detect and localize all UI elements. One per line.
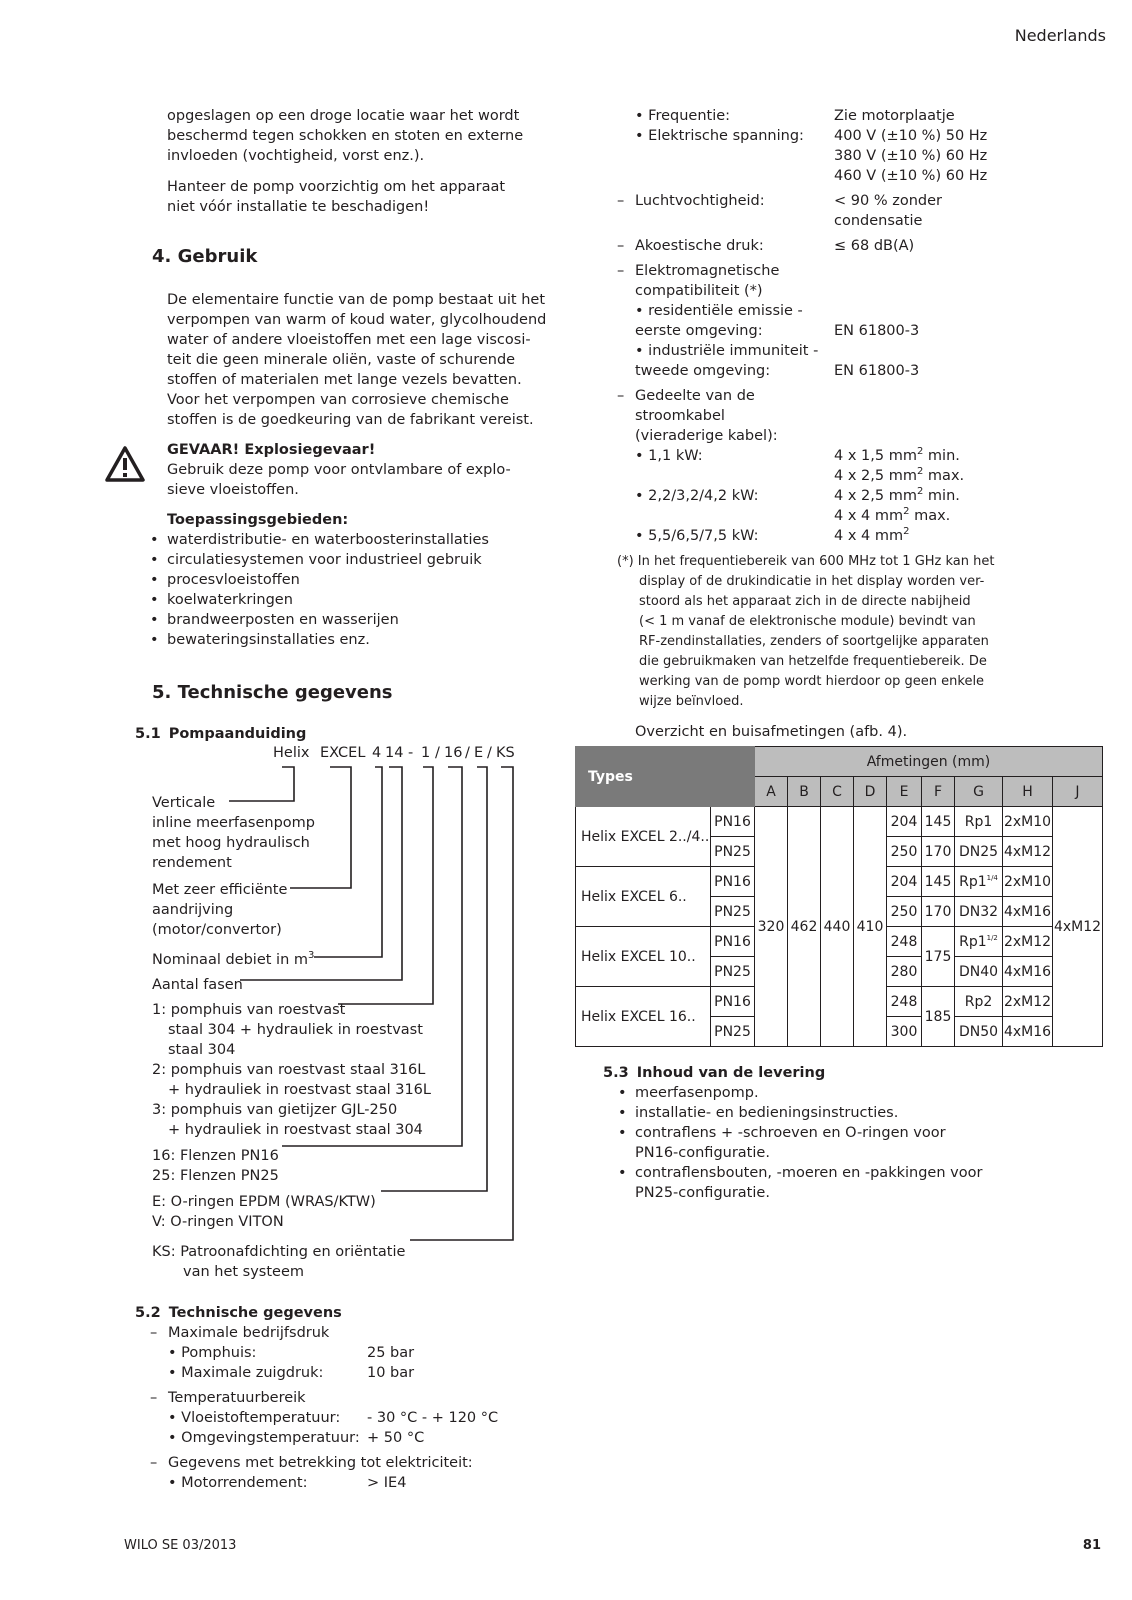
list-item: • waterdistributie- en waterboosterinstallaties [150, 532, 489, 548]
cell-h: 4xM16 [1003, 897, 1053, 927]
label-debiet: Nominaal debiet in $m^3$ [152, 950, 315, 968]
section-5-heading: 5. Technische gegevens [152, 682, 393, 703]
spec-row: – Maximale bedrijfsdruk [150, 1325, 330, 1341]
label-flenzen: 16: Flenzen PN16 25: Flenzen PN25 [152, 1148, 279, 1184]
spec-value: EN 61800-3 [834, 363, 920, 379]
spec-value: Zie motorplaatje [834, 108, 955, 124]
label-ks: KS: Patroonafdichting en oriëntatie van het systeem [152, 1244, 406, 1280]
cell-e: 248 [887, 987, 922, 1017]
type-name: Helix EXCEL 6.. [576, 867, 711, 927]
list-item: • contraflensbouten, -moeren en -pakkingen voor [618, 1165, 983, 1181]
cell-g: DN40 [955, 957, 1003, 987]
spec-value: 400 V (±10 %) 50 Hz [834, 128, 988, 144]
cell-g: Rp1 [955, 807, 1003, 837]
spec-label: • 2,2/3,2/4,2 kW: [635, 488, 759, 504]
cell-h: 4xM16 [1003, 957, 1053, 987]
spec-label: stroomkabel [635, 408, 725, 424]
sub-5-2-heading: 5.2 Technische gegevens [135, 1305, 342, 1321]
cell-f: 175 [922, 927, 955, 987]
code-16: 16 [444, 745, 463, 761]
spec-label: Elektromagnetische [635, 263, 780, 279]
code-excel: EXCEL [320, 745, 366, 761]
label-verticale: Verticale inline meerfasenpomp met hoog hydraulisch rendement [152, 795, 315, 871]
list-item: • installatie- en bedieningsinstructies. [618, 1105, 899, 1121]
pn-cell: PN25 [711, 837, 755, 867]
applications-title: Toepassingsgebieden: [167, 512, 349, 528]
cell-g: DN50 [955, 1017, 1003, 1047]
cell-h: 2xM12 [1003, 927, 1053, 957]
spec-value: + 50 °C [367, 1430, 425, 1446]
code-14: 14 [385, 745, 404, 761]
cell-g: DN25 [955, 837, 1003, 867]
list-item: • circulatiesystemen voor industrieel gebruik [150, 552, 482, 568]
label-oringen: E: O-ringen EPDM (WRAS/KTW) V: O-ringen VITON [152, 1194, 376, 1230]
pn-cell: PN25 [711, 1017, 755, 1047]
code-slash: / [487, 745, 492, 761]
cell-e: 280 [887, 957, 922, 987]
text-line: opgeslagen op een droge locatie waar het wordt [167, 108, 520, 124]
cell-f: 145 [922, 867, 955, 897]
spec-dash: – [617, 238, 625, 254]
spec-value: 460 V (±10 %) 60 Hz [834, 168, 988, 184]
pn-cell: PN25 [711, 957, 755, 987]
spec-row: – Gegevens met betrekking tot elektriciteit: [150, 1455, 473, 1471]
spec-value: > IE4 [367, 1475, 407, 1491]
cell-d: 410 [854, 807, 887, 1047]
code-slash: / [465, 745, 470, 761]
spec-row: • Pomphuis: [168, 1345, 257, 1361]
code-slash: / [435, 745, 440, 761]
list-item: • brandweerposten en wasserijen [150, 612, 399, 628]
column-header: F [922, 777, 955, 807]
cell-e: 250 [887, 897, 922, 927]
spec-value: 10 bar [367, 1365, 415, 1381]
text-line: teit die geen minerale oliën, vaste of schurende [167, 352, 516, 368]
page-number: 81 [1082, 1538, 1101, 1553]
cell-a: 320 [755, 807, 788, 1047]
cell-h: 4xM12 [1003, 837, 1053, 867]
list-item: • koelwaterkringen [150, 592, 293, 608]
cell-e: 204 [887, 867, 922, 897]
cell-g: $Rp1^{1/2}$ [955, 927, 1003, 957]
text-line: Gebruik deze pomp voor ontvlambare of explo- [167, 462, 511, 478]
text-line: stoffen of materialen met lange vezels bevatten. [167, 372, 522, 388]
column-header: A [755, 777, 788, 807]
type-name: Helix EXCEL 10.. [576, 927, 711, 987]
label-pomphuis: 1: pomphuis van roestvast staal 304 + hydrauliek in roestvast staal 304 2: pomphuis van roestvast staal 316L + hydrauliek in roestvast staal 316L 3: pomphuis van gietijzer GJL-250 + hydrauliek in roestvast staal 304 [152, 1002, 431, 1138]
pn-cell: PN25 [711, 897, 755, 927]
pn-cell: PN16 [711, 867, 755, 897]
spec-dash: – [617, 388, 625, 404]
cell-e: 300 [887, 1017, 922, 1047]
list-item-cont: PN25-configuratie. [635, 1185, 770, 1201]
spec-label: • residentiële emissie - [635, 303, 803, 319]
cell-f: 170 [922, 897, 955, 927]
spec-row: • Vloeistoftemperatuur: [168, 1410, 341, 1426]
list-item: • bewateringsinstallaties enz. [150, 632, 370, 648]
cell-f: 145 [922, 807, 955, 837]
cell-g: DN32 [955, 897, 1003, 927]
spec-value: 4 x 4 $mm^2$ [834, 526, 910, 544]
cell-g: $Rp1^{1/4}$ [955, 867, 1003, 897]
list-item: • procesvloeistoffen [150, 572, 300, 588]
list-item: • meerfasenpomp. [618, 1085, 759, 1101]
type-name: Helix EXCEL 2../4.. [576, 807, 711, 867]
column-header: G [955, 777, 1003, 807]
text-line: sieve vloeistoffen. [167, 482, 299, 498]
spec-value: - 30 °C - + 120 °C [367, 1410, 499, 1426]
text-line: stoffen is de goedkeuring van de fabrikant vereist. [167, 412, 534, 428]
spec-value: 25 bar [367, 1345, 415, 1361]
table-caption: Overzicht en buisafmetingen (afb. 4). [635, 724, 908, 740]
spec-value: 4 x 1,5 $mm^2$ min. [834, 446, 960, 464]
spec-label: • Frequentie: [635, 108, 731, 124]
cell-h: 2xM12 [1003, 987, 1053, 1017]
list-item-cont: PN16-configuratie. [635, 1145, 770, 1161]
spec-row: • Maximale zuigdruk: [168, 1365, 324, 1381]
cell-h: 2xM10 [1003, 867, 1053, 897]
spec-label: Akoestische druk: [635, 238, 764, 254]
code-ks: KS [496, 745, 515, 761]
label-efficiente: Met zeer efficiënte aandrijving (motor/convertor) [152, 882, 288, 938]
sub-5-3-heading: 5.3 Inhoud van de levering [603, 1065, 826, 1081]
text-line: Voor het verpompen van corrosieve chemische [167, 392, 509, 408]
spec-row: • Omgevingstemperatuur: [168, 1430, 360, 1446]
dimensions-header: Afmetingen (mm) [755, 747, 1103, 777]
spec-value: 4 x 2,5 $mm^2$ min. [834, 486, 960, 504]
spec-dash: – [617, 263, 625, 279]
pn-cell: PN16 [711, 807, 755, 837]
spec-value: 4 x 2,5 $mm^2$ max. [834, 466, 965, 484]
spec-value: 380 V (±10 %) 60 Hz [834, 148, 988, 164]
spec-label: tweede omgeving: [635, 363, 771, 379]
danger-title: GEVAAR! Explosiegevaar! [167, 442, 376, 458]
page-language: Nederlands [1014, 26, 1106, 45]
pn-cell: PN16 [711, 927, 755, 957]
spec-value: condensatie [834, 213, 923, 229]
column-header: H [1003, 777, 1053, 807]
cell-h: 4xM16 [1003, 1017, 1053, 1047]
spec-label: Gedeelte van de [635, 388, 755, 404]
pn-cell: PN16 [711, 987, 755, 1017]
list-item: • contraflens + -schroeven en O-ringen voor [618, 1125, 946, 1141]
spec-label: compatibiliteit (*) [635, 283, 763, 299]
cell-b: 462 [788, 807, 821, 1047]
spec-label: Luchtvochtigheid: [635, 193, 765, 209]
footer-left: WILO SE 03/2013 [124, 1538, 237, 1553]
cell-e: 204 [887, 807, 922, 837]
spec-label: • 1,1 kW: [635, 448, 703, 464]
code-dash: - [408, 745, 414, 761]
text-line: invloeden (vochtigheid, vorst enz.). [167, 148, 425, 164]
cell-j: 4xM12 [1053, 807, 1103, 1047]
dimensions-table [575, 746, 1103, 1047]
spec-label: (vieraderige kabel): [635, 428, 778, 444]
column-header: B [788, 777, 821, 807]
spec-value: EN 61800-3 [834, 323, 920, 339]
sub-5-1-heading: 5.1 Pompaanduiding [135, 726, 307, 742]
column-header: D [854, 777, 887, 807]
code-helix: Helix [273, 745, 310, 761]
column-header: J [1053, 777, 1103, 807]
spec-row: – Temperatuurbereik [150, 1390, 306, 1406]
label-fasen: Aantal fasen [152, 977, 243, 993]
section-4-heading: 4. Gebruik [152, 246, 258, 267]
text-line: beschermd tegen schokken en stoten en externe [167, 128, 524, 144]
column-header: C [821, 777, 854, 807]
spec-label: eerste omgeving: [635, 323, 763, 339]
types-header: Types [576, 747, 755, 807]
cell-g: Rp2 [955, 987, 1003, 1017]
table-row [576, 807, 1103, 837]
spec-label: • industriële immuniteit - [635, 343, 819, 359]
code-1: 1 [421, 745, 431, 761]
text-line: niet vóór installatie te beschadigen! [167, 199, 430, 215]
cell-e: 250 [887, 837, 922, 867]
code-4: 4 [372, 745, 382, 761]
cell-f: 170 [922, 837, 955, 867]
footnote: (*) In het frequentiebereik van 600 MHz tot 1 GHz kan het display of de drukindicatie in het display worden ver- stoord als het apparaat zich in de directe nabijheid (< 1 m vanaf de elektronische module) bevindt van RF-zendinstallaties, zenders of soortgelijke apparaten die gebruikmaken van hetzelfde frequentiebereik. De werking van de pomp wordt hierdoor op geen enkele wijze beïnvloed. [617, 554, 995, 709]
cell-e: 248 [887, 927, 922, 957]
text-line: De elementaire functie van de pomp bestaat uit het [167, 292, 546, 308]
spec-row: • Motorrendement: [168, 1475, 308, 1491]
spec-value: < 90 % zonder [834, 193, 942, 209]
column-header: E [887, 777, 922, 807]
spec-value: 4 x 4 $mm^2$ max. [834, 506, 951, 524]
cell-c: 440 [821, 807, 854, 1047]
text-line: water of andere vloeistoffen met een lage viscosi- [167, 332, 531, 348]
text-line: verpompen van warm of koud water, glycolhoudend [167, 312, 547, 328]
spec-label: • 5,5/6,5/7,5 kW: [635, 528, 759, 544]
code-e: E [474, 745, 484, 761]
delivery-list [618, 1083, 982, 1203]
spec-value: ≤ 68 dB(A) [834, 238, 915, 254]
type-name: Helix EXCEL 16.. [576, 987, 711, 1047]
cell-h: 2xM10 [1003, 807, 1053, 837]
cell-f: 185 [922, 987, 955, 1047]
spec-dash: – [617, 193, 625, 209]
text-line: Hanteer de pomp voorzichtig om het apparaat [167, 179, 506, 195]
spec-label: • Elektrische spanning: [635, 128, 804, 144]
